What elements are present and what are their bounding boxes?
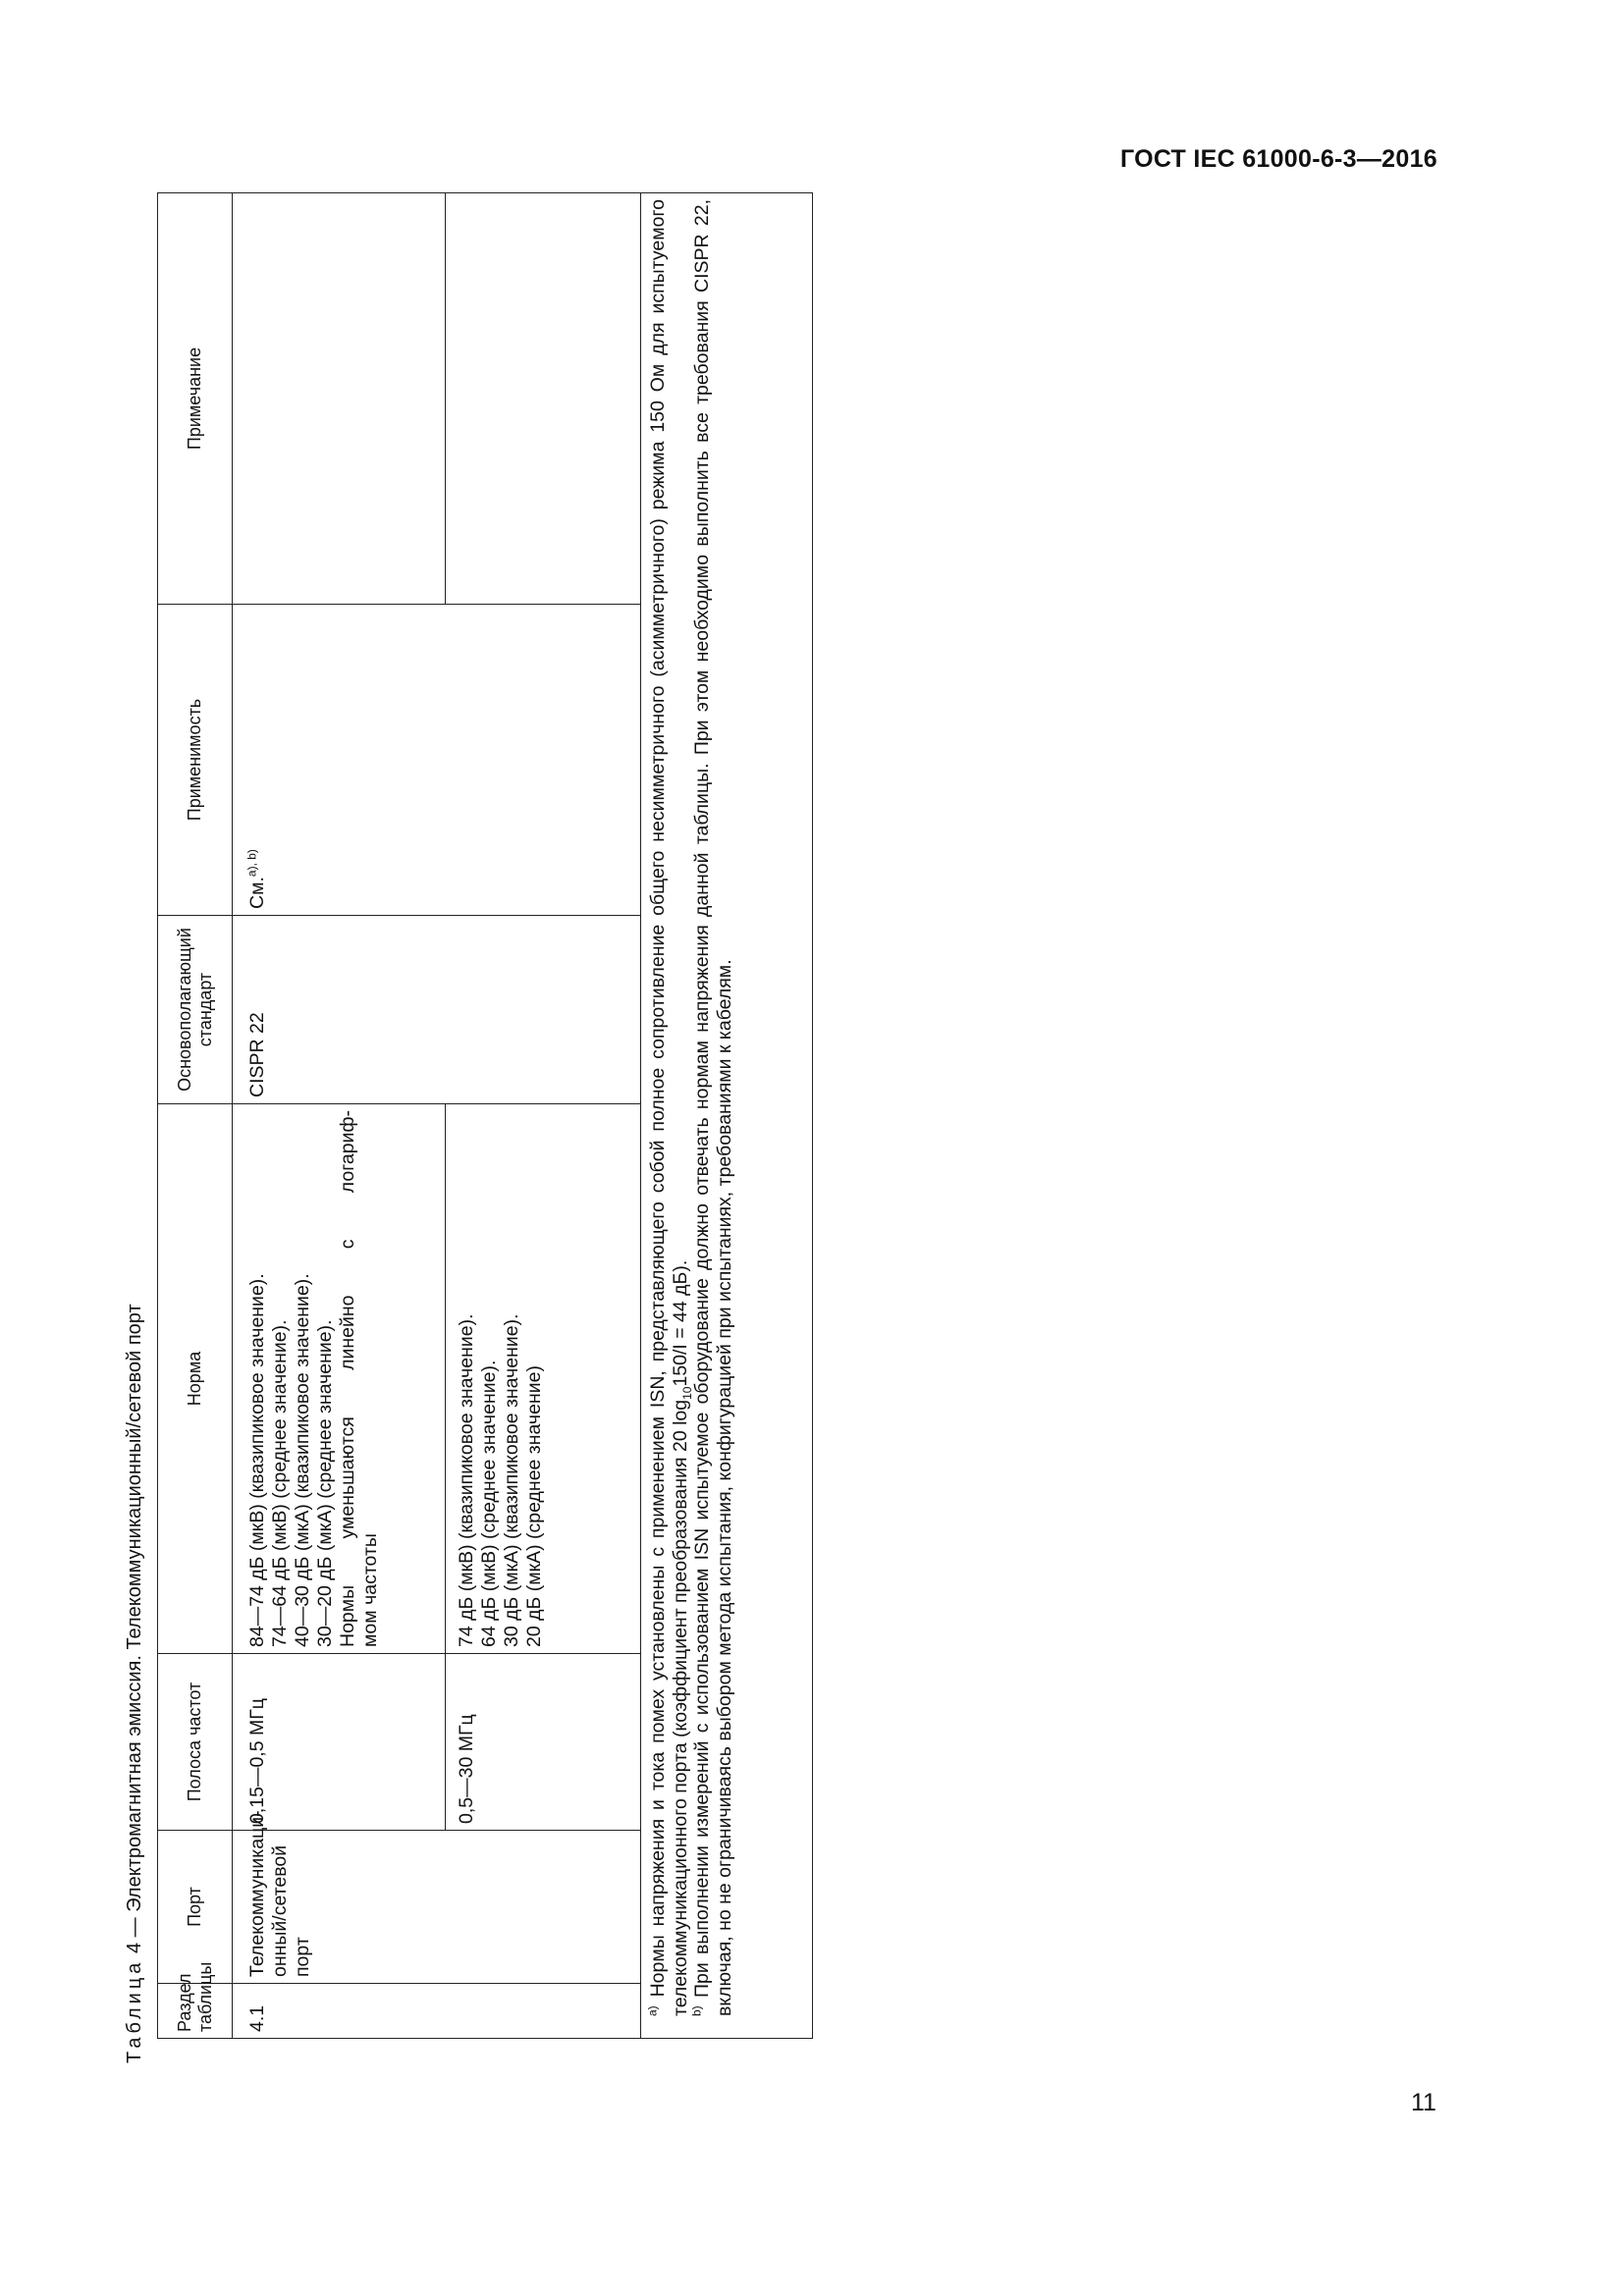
- norm-line: Нормы уменьшаются линейно с логариф-: [337, 1110, 358, 1647]
- cell-basic-standard: CISPR 22: [233, 916, 641, 1104]
- table-caption-label: Таблица: [124, 1958, 145, 2063]
- table-footnotes-row: [641, 193, 813, 2039]
- col-header-section: Раздел таблицы: [158, 1984, 233, 2039]
- footnote-a-mark: a): [645, 2005, 660, 2016]
- footnote-b: [691, 199, 735, 2032]
- norm-line: 40—30 дБ (мкА) (квазипиковое значение).: [292, 1273, 313, 1647]
- col-header-norm: Норма: [158, 1104, 233, 1654]
- emission-table: [157, 192, 813, 2039]
- norm-line: 74 дБ (мкВ) (квазипиковое значение).: [456, 1313, 477, 1647]
- col-header-note: Примечание: [158, 193, 233, 605]
- page-number: 11: [1411, 2089, 1436, 2116]
- cell-section: 4.1: [233, 1984, 641, 2039]
- footnote-a-subscript: 10: [679, 1386, 694, 1400]
- norm-line: 30 дБ (мкА) (квазипиковое значение).: [501, 1313, 522, 1647]
- cell-norm: [446, 1104, 641, 1654]
- norm-line: мом частоты: [359, 1533, 381, 1647]
- cell-band: 0,5—30 МГц: [446, 1654, 641, 1831]
- norm-line: 64 дБ (мкВ) (среднее значение).: [478, 1360, 500, 1647]
- footnote-a-text-end: 150/I = 44 дБ).: [669, 1259, 691, 1387]
- footnote-b-text: При выполнении измерений с использованием ISN испытуемое оборудование должно отвечать нормам напряжения данной таблицы. При этом необходимо выполнить все требования CISPR 22, включая, но не ограничиваясь выбором метода испытания, конфигурацией при испытаниях, требованиями к кабелям.: [691, 199, 735, 2016]
- norm-line: 74—64 дБ (мкВ) (среднее значение).: [269, 1319, 291, 1647]
- cell-port: Телекоммуникаци-онный/сетевой порт: [233, 1831, 641, 1984]
- norm-line: 20 дБ (мкА) (среднее значение): [523, 1365, 545, 1647]
- table-caption-title: 4 — Электромагнитная эмиссия. Телекоммуникационный/сетевой порт: [124, 1304, 145, 1954]
- footnote-b-mark: b): [689, 2005, 704, 2016]
- cell-note: [446, 193, 641, 605]
- table-row: [233, 193, 446, 2039]
- table-caption: [113, 1304, 156, 2063]
- col-header-port: Порт: [158, 1831, 233, 1984]
- col-header-basic-standard: Основополагающий стандарт: [158, 916, 233, 1104]
- cell-note: [233, 193, 446, 605]
- col-header-band: Полоса частот: [158, 1654, 233, 1831]
- cell-band: 0,15—0,5 МГц: [233, 1654, 446, 1831]
- document-code: ГОСТ IEC 61000-6-3—2016: [1119, 145, 1437, 173]
- footnote-a: [645, 199, 694, 2032]
- norm-line: 30—20 дБ (мкА) (среднее значение).: [314, 1319, 336, 1647]
- footnote-a-text: Нормы напряжения и тока помех установлены с применением ISN, представляющего собой полное сопротивление общего несимметричного (асимметричного) режима 150 Ом для испытуемого телекоммуникационного порта (коэффициент преобразования 20 log: [647, 199, 691, 2016]
- cell-norm: [233, 1104, 446, 1654]
- norm-line: 84—74 дБ (мкВ) (квазипиковое значение).: [246, 1273, 268, 1647]
- table-row: [446, 193, 641, 2039]
- cell-applicability: [233, 605, 641, 916]
- applicability-text: См.: [246, 877, 268, 909]
- rotated-table-block: [113, 98, 736, 2063]
- applicability-footnote-ref: a), b): [244, 849, 259, 878]
- table-header-row: [158, 193, 233, 2039]
- table-footnotes: [641, 193, 813, 2039]
- col-header-applicability: Применимость: [158, 605, 233, 916]
